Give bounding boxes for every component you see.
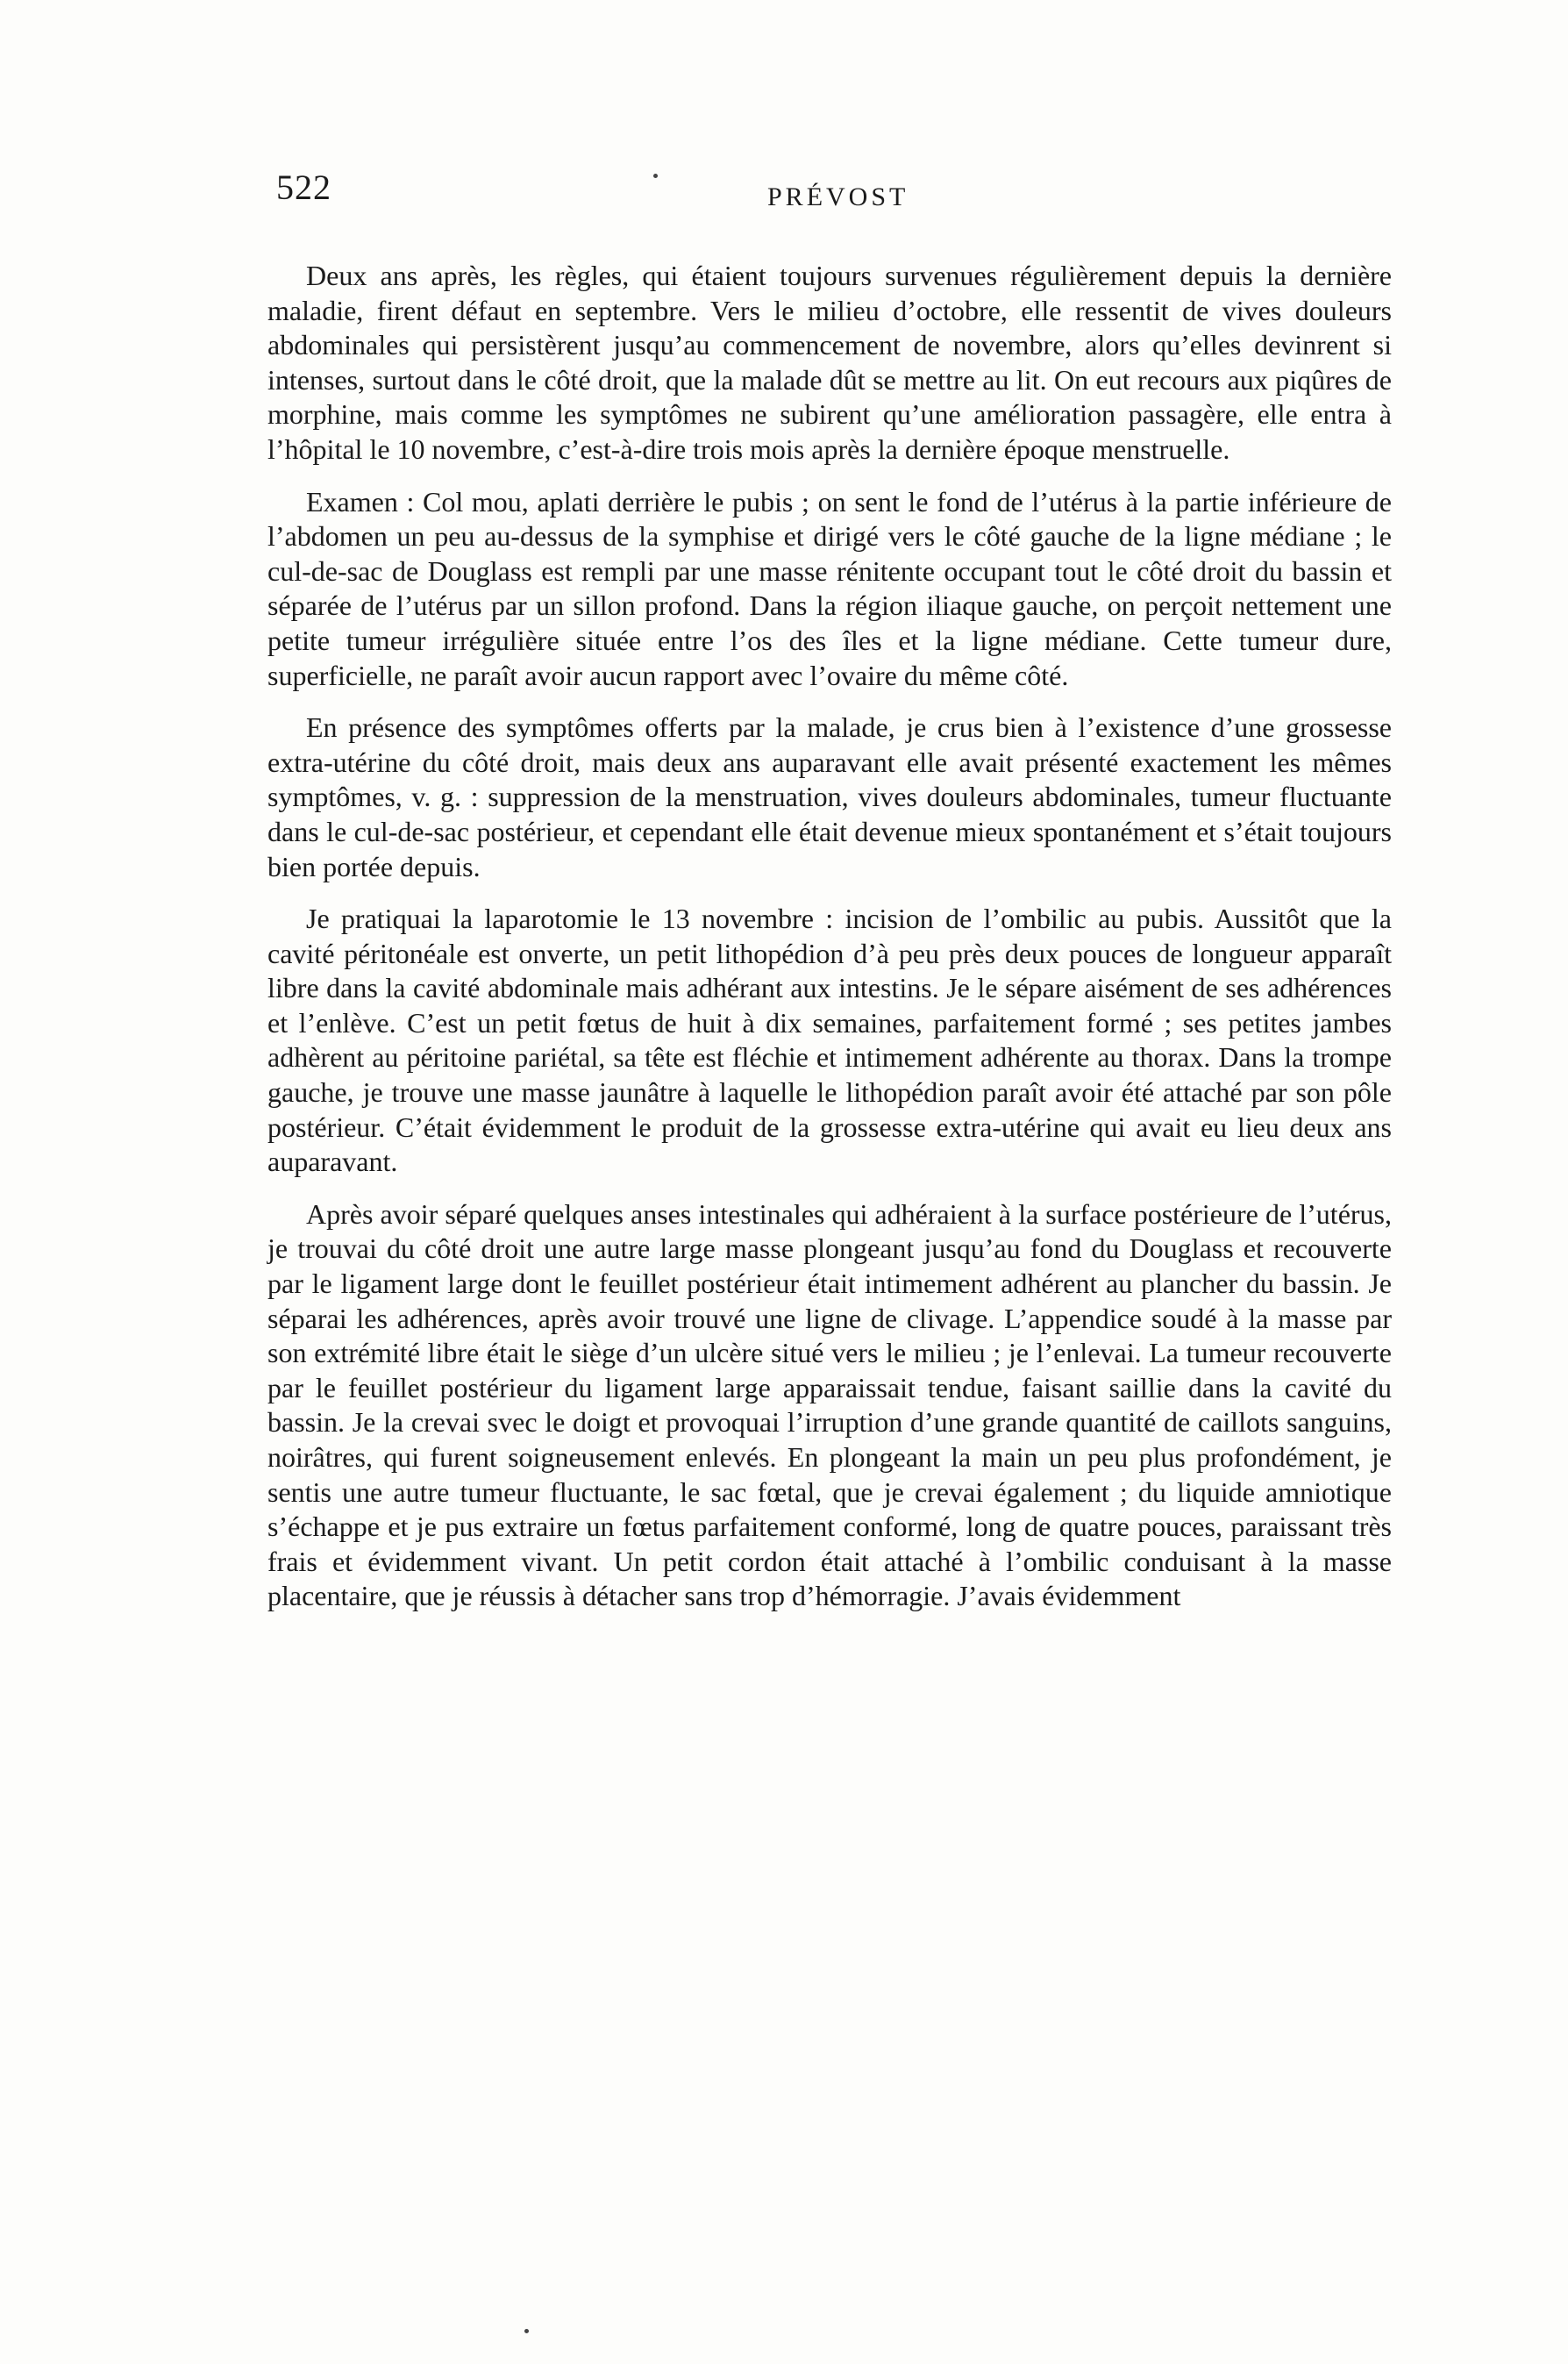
paragraph-examination: Examen : Col mou, aplati derrière le pubis ; on sent le fond de l’utérus à la partie inférieure de l’abdomen un peu au-dessus de la symphise et dirigé vers le côté gauche de la ligne médiane ; le cul-de-sac de Douglass est rempli par une masse rénitente occupant tout le côté droit du bassin et séparée de l’utérus par un sillon profond. Dans la région iliaque gauche, on perçoit nettement une petite tumeur irrégulière située entre l’os des îles et la ligne médiane. Cette tumeur dure, superficielle, ne paraît avoir aucun rapport avec l’ovaire du même côté. (267, 485, 1392, 691)
paragraph-symptoms: Deux ans après, les règles, qui étaient toujours survenues régulièrement depuis la dernière maladie, firent défaut en septembre. Vers le milieu d’octobre, elle ressentit de vives douleurs abdominales qui persistèrent jusqu’au commencement de novembre, alors qu’elles devinrent si intenses, surtout dans le côté droit, que la malade dût se mettre au lit. On eut recours aux piqûres de morphine, mais comme les symptômes ne subirent qu’une amélioration passagère, elle entra à l’hôpital le 10 novembre, c’est-à-dire trois mois après la dernière époque menstruelle. (267, 260, 1392, 465)
page-number: 522 (276, 168, 331, 207)
print-speck-bottom (524, 2329, 529, 2333)
page-header (276, 167, 1381, 219)
paragraph-diagnosis: En présence des symptômes offerts par la malade, je crus bien à l’existence d’une grossesse extra-utérine du côté droit, mais deux ans auparavant elle avait présenté exactement les mêmes symptômes, v. g. : suppression de la menstruation, vives douleurs abdominales, tumeur fluctuante dans le cul-de-sac postérieur, et cependant elle était devenue mieux spontanément et s’était toujours bien portée depuis. (267, 711, 1392, 882)
running-head: PRÉVOST (767, 182, 909, 211)
paragraph-laparotomy: Je pratiquai la laparotomie le 13 novembre : incision de l’ombilic au pubis. Aussitôt que la cavité péritonéale est onverte, un petit lithopédion d’à peu près deux pouces de longueur apparaît libre dans la cavité abdominale mais adhérant aux intestins. Je le sépare aisément de ses adhérences et l’enlève. C’est un petit fœtus de huit à dix semaines, parfaitement formé ; ses petites jambes adhèrent au péritoine pariétal, sa tête est fléchie et intimement adhérente au thorax. Dans la trompe gauche, je trouve une masse jaunâtre à laquelle le lithopédion paraît avoir été attaché par son pôle postérieur. C’était évidemment le produit de la grossesse extra-utérine qui avait eu lieu deux ans auparavant. (267, 903, 1392, 1178)
paragraph-operation: Après avoir séparé quelques anses intestinales qui adhéraient à la surface postérieure de l’utérus, je trouvai du côté droit une autre large masse plongeant jusqu’au fond du Douglass et recouverte par le ligament large dont le feuillet postérieur était intimement adhérent au plancher du bassin. Je séparai les adhérences, après avoir trouvé une ligne de clivage. L’appendice soudé à la masse par son extrémité libre était le siège d’un ulcère situé vers le milieu ; je l’enlevai. La tumeur recouverte par le feuillet postérieur du ligament large apparaissait tendue, faisant saillie dans la cavité du bassin. Je la crevai svec le doigt et provoquai l’irruption d’une grande quantité de caillots sanguins, noirâtres, qui furent soigneusement enlevés. En plongeant la main un peu plus profondément, je sentis une autre tumeur fluctuante, le sac fœtal, que je crevai également ; du liquide amniotique s’échappe et je pus extraire un fœtus parfaitement conformé, long de quatre pouces, paraissant très frais et évidemment vivant. Un petit cordon était attaché à l’ombilic conduisant à la masse placentaire, que je réussis à détacher sans trop d’hémorragie. J’avais évidemment (267, 1197, 1392, 1612)
body-text (267, 259, 1392, 1632)
print-speck-top (653, 174, 658, 178)
